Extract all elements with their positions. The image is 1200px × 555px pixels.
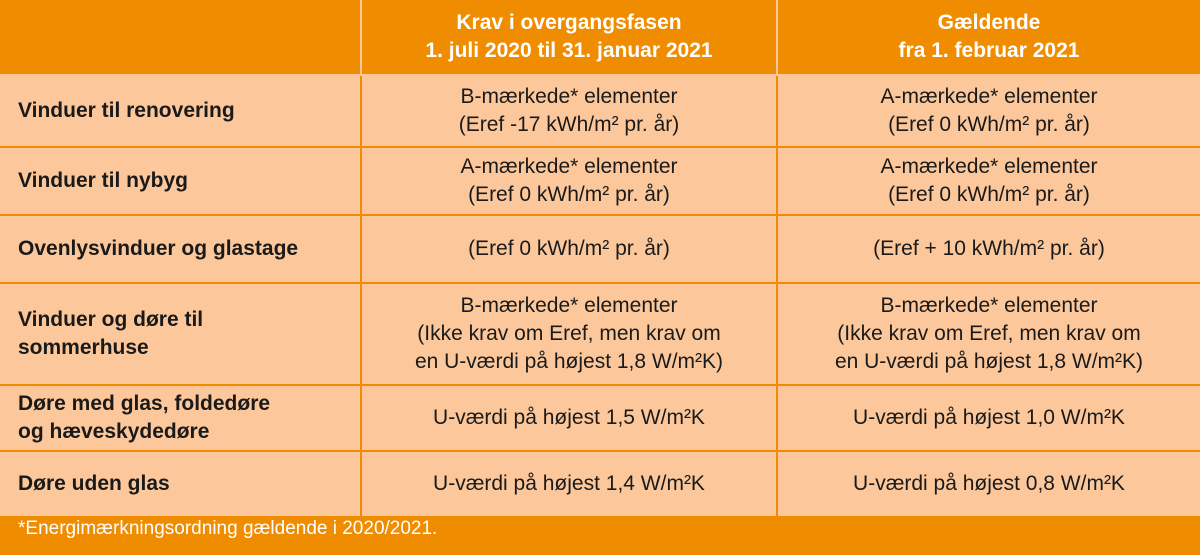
- effective-cell: [778, 386, 1200, 452]
- value-line: (Eref 0 kWh/m² pr. år): [468, 237, 670, 260]
- value-line: A-mærkede* elementer: [460, 155, 678, 178]
- label-line: Vinduer til nybyg: [18, 169, 188, 192]
- row-label: [0, 284, 362, 386]
- row-label: [0, 216, 362, 284]
- value-line: A-mærkede* elementer: [880, 85, 1098, 108]
- value-line: U-værdi på højest 0,8 W/m²K: [853, 472, 1125, 495]
- transition-cell: [362, 284, 778, 386]
- value-line: B-mærkede* elementer: [460, 294, 678, 317]
- value-line: U-værdi på højest 1,5 W/m²K: [433, 406, 705, 429]
- label-line: Vinduer og døre til: [18, 308, 204, 331]
- footnote: *Energimærkningsordning gældende i 2020/2021.: [18, 518, 438, 539]
- value-line: (Eref 0 kWh/m² pr. år): [888, 113, 1090, 136]
- value-line: (Eref + 10 kWh/m² pr. år): [873, 237, 1105, 260]
- value-line: (Ikke krav om Eref, men krav om: [417, 322, 721, 345]
- effective-cell: [778, 284, 1200, 386]
- row-label: [0, 76, 362, 148]
- transition-cell: [362, 386, 778, 452]
- value-line: en U-værdi på højest 1,8 W/m²K): [414, 350, 724, 373]
- header-line: Gældende: [937, 11, 1041, 34]
- transition-cell: [362, 76, 778, 148]
- value-line: B-mærkede* elementer: [880, 294, 1098, 317]
- header-line: fra 1. februar 2021: [898, 39, 1080, 62]
- transition-cell: [362, 452, 778, 518]
- effective-cell: [778, 452, 1200, 518]
- row-label: [0, 452, 362, 518]
- row-label: [0, 148, 362, 216]
- header-line: Krav i overgangsfasen: [456, 11, 682, 34]
- value-line: A-mærkede* elementer: [880, 155, 1098, 178]
- effective-cell: [778, 148, 1200, 216]
- value-line: B-mærkede* elementer: [460, 85, 678, 108]
- header-line: 1. juli 2020 til 31. januar 2021: [425, 39, 713, 62]
- label-line: Vinduer til renovering: [18, 99, 235, 122]
- row-label: [0, 386, 362, 452]
- value-line: (Eref 0 kWh/m² pr. år): [468, 183, 670, 206]
- value-line: (Eref 0 kWh/m² pr. år): [888, 183, 1090, 206]
- label-line: Ovenlysvinduer og glastage: [18, 237, 299, 260]
- effective-cell: [778, 216, 1200, 284]
- value-line: en U-værdi på højest 1,8 W/m²K): [834, 350, 1144, 373]
- transition-cell: [362, 216, 778, 284]
- header-corner: [0, 0, 362, 76]
- transition-cell: [362, 148, 778, 216]
- value-line: U-værdi på højest 1,4 W/m²K: [433, 472, 705, 495]
- value-line: U-værdi på højest 1,0 W/m²K: [853, 406, 1125, 429]
- header-effective: [778, 0, 1200, 76]
- label-line: sommerhuse: [18, 336, 149, 359]
- label-line: Døre uden glas: [18, 472, 170, 495]
- effective-cell: [778, 76, 1200, 148]
- header-transition-phase: [362, 0, 778, 76]
- value-line: (Ikke krav om Eref, men krav om: [837, 322, 1141, 345]
- label-line: og hæveskydedøre: [18, 420, 210, 443]
- value-line: (Eref -17 kWh/m² pr. år): [458, 113, 680, 136]
- label-line: Døre med glas, foldedøre: [18, 392, 271, 415]
